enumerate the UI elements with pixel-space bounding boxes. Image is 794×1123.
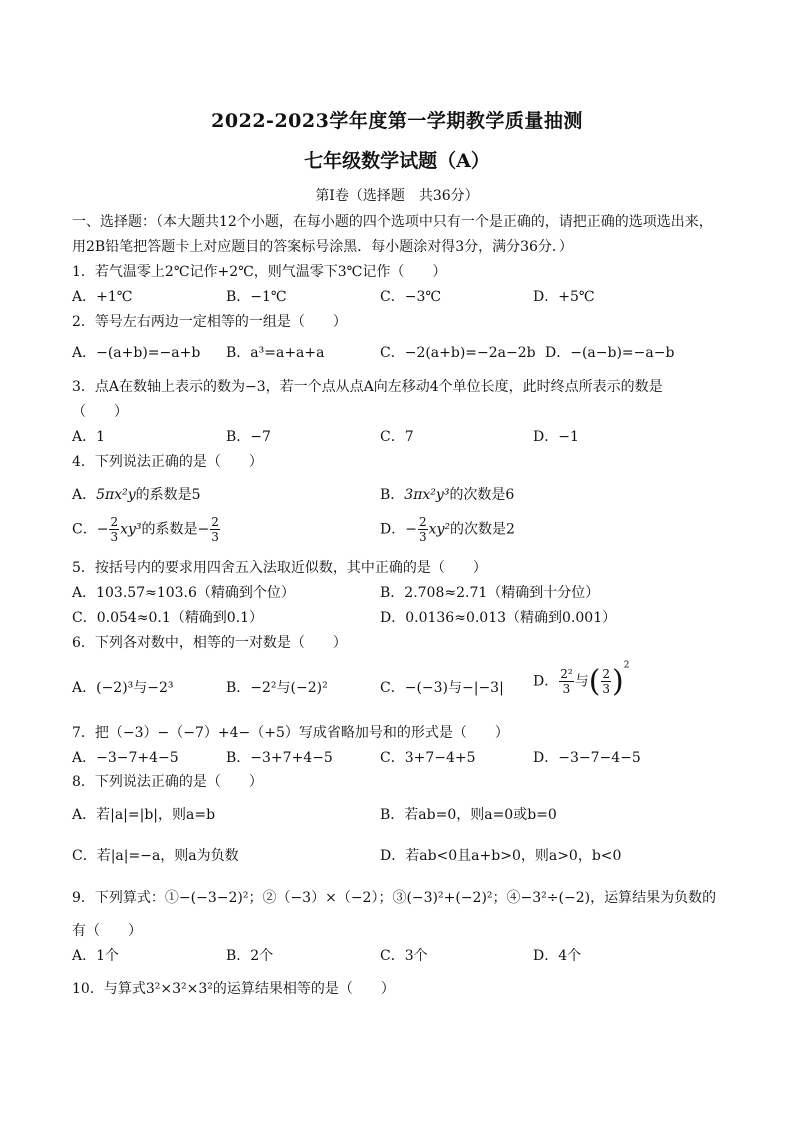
- question-3-stem: 3．点A在数轴上表示的数为−3，若一个点从点A向左移动4个单位长度，此时终点所表示的数是: [72, 379, 663, 395]
- question-3-option-a: A．1: [72, 429, 106, 445]
- option-letter: D．: [533, 673, 559, 690]
- question-5-option-d: D．0.0136≈0.013（精确到0.001）: [380, 610, 617, 626]
- fraction-numerator: 2²: [560, 667, 573, 681]
- exponent: 2: [623, 660, 630, 671]
- question-7-option-c: C．3+7−4+5: [380, 750, 476, 766]
- question-2-option-d: D．−(a−b)=−a−b: [545, 345, 675, 361]
- exam-subtitle: 七年级数学试题（A）: [304, 150, 490, 172]
- option-text: 的次数是6: [449, 487, 515, 503]
- question-8-option-d: D．若ab<0且a+b>0，则a>0，b<0: [380, 848, 622, 864]
- question-4-option-d: [380, 515, 515, 544]
- right-paren: ): [612, 664, 624, 699]
- question-9-option-b: B．2个: [226, 948, 274, 964]
- question-5-option-c: C．0.054≈0.1（精确到0.1）: [72, 610, 264, 626]
- question-1-option-d: D．+5℃: [533, 289, 595, 305]
- exam-title: 2022-2023学年度第一学期教学质量抽测: [211, 110, 583, 132]
- question-7-stem: 7．把（−3）−（−7）+4−（+5）写成省略加号和的形式是（ ）: [72, 725, 509, 741]
- question-3-stem-continued: （ ）: [72, 404, 128, 420]
- option-text: 的系数是−: [141, 521, 210, 538]
- section-heading: 第Ⅰ卷（选择题 共36分）: [315, 188, 479, 204]
- option-letter: B．: [380, 487, 405, 503]
- question-1-stem: 1．若气温零上2℃记作+2℃，则气温零下3℃记作（ ）: [72, 264, 447, 280]
- question-2-option-b: B．a³=a+a+a: [226, 345, 325, 361]
- math-expression: 5πx²y: [96, 487, 136, 503]
- fraction: [601, 667, 611, 696]
- fraction-denominator: 3: [562, 682, 571, 696]
- question-8-stem: 8．下列说法正确的是（ ）: [72, 774, 263, 790]
- question-8-option-b: B．若ab=0，则a=0或b=0: [380, 807, 557, 823]
- question-4-option-c: [72, 515, 221, 544]
- option-text: 与: [574, 673, 589, 690]
- question-9-stem-continued: 有（ ）: [72, 923, 142, 939]
- question-2-option-a: A．−(a+b)=−a+b: [72, 345, 201, 361]
- fraction-denominator: 3: [418, 530, 427, 544]
- question-2-option-c: C．−2(a+b)=−2a−2b: [380, 345, 536, 361]
- question-2-stem: 2．等号左右两边一定相等的一组是（ ）: [72, 314, 347, 330]
- question-7-option-a: A．−3−7+4−5: [72, 750, 179, 766]
- question-7-option-d: D．−3−7−4−5: [533, 750, 641, 766]
- question-1-option-c: C．−3℃: [380, 289, 442, 305]
- question-6-option-b: B．−2²与(−2)²: [226, 680, 328, 696]
- fraction: [418, 515, 428, 544]
- option-letter: C．−: [72, 521, 109, 538]
- instructions-line-2: 用2B铅笔把答题卡上对应题目的答案标号涂黑．每小题涂对得3分，满分36分．）: [72, 239, 573, 255]
- fraction-denominator: 3: [110, 530, 119, 544]
- math-expression: xy³: [120, 521, 142, 538]
- question-9-option-c: C．3个: [380, 948, 428, 964]
- question-1-option-a: A．+1℃: [72, 289, 133, 305]
- instructions-line-1: 一、选择题：（本大题共12个小题，在每小题的四个选项中只有一个是正确的，请把正确的选项选出来，: [72, 214, 713, 230]
- option-text: 的次数是2: [450, 521, 515, 538]
- question-6-stem: 6．下列各对数中，相等的一对数是（ ）: [72, 635, 347, 651]
- question-9-option-a: A．1个: [72, 948, 120, 964]
- math-expression: xy²: [428, 521, 451, 538]
- option-letter: D．−: [380, 521, 417, 538]
- fraction-denominator: 3: [211, 530, 219, 544]
- fraction-numerator: 2: [602, 667, 611, 681]
- question-10-stem: 10．与算式3²×3²×3²的运算结果相等的是（ ）: [72, 981, 395, 997]
- fraction-numerator: 2: [418, 515, 427, 529]
- question-6-option-a: A．(−2)³与−2³: [72, 680, 174, 696]
- question-7-option-b: B．−3+7+4−5: [226, 750, 333, 766]
- left-paren: (: [588, 664, 601, 699]
- question-9-stem: 9．下列算式：①−(−3−2)²；②（−3）×（−2）；③(−3)²+(−2)²；④−3²÷(−2)，运算结果为负数的: [72, 890, 717, 906]
- fraction: [559, 667, 573, 696]
- question-8-option-a: A．若|a|=|b|，则a=b: [72, 807, 216, 823]
- question-4-option-b: [380, 484, 514, 504]
- question-3-option-b: B．−7: [226, 429, 271, 445]
- question-5-stem: 5．按括号内的要求用四舍五入法取近似数，其中正确的是（ ）: [72, 560, 487, 576]
- option-letter: A．: [72, 487, 97, 503]
- question-4-option-a: [72, 484, 201, 504]
- math-expression: 3πx²y³: [404, 487, 450, 503]
- question-5-option-b: B．2.708≈2.71（精确到十分位）: [380, 585, 600, 601]
- fraction: [210, 515, 220, 544]
- question-5-option-a: A．103.57≈103.6（精确到个位）: [72, 585, 295, 601]
- fraction: [109, 515, 119, 544]
- question-9-option-d: D．4个: [533, 948, 582, 964]
- fraction-numerator: 2: [110, 515, 119, 529]
- question-3-option-d: D．−1: [533, 429, 579, 445]
- fraction-numerator: 2: [211, 515, 219, 529]
- question-1-option-b: B．−1℃: [226, 289, 287, 305]
- fraction-denominator: 3: [602, 682, 611, 696]
- question-4-stem: 4．下列说法正确的是（ ）: [72, 454, 263, 470]
- option-text: 的系数是5: [135, 487, 201, 503]
- question-6-option-d: [533, 660, 630, 699]
- question-6-option-c: C．−(−3)与−|−3|: [380, 680, 504, 696]
- question-8-option-c: C．若|a|=−a，则a为负数: [72, 848, 239, 864]
- question-3-option-c: C．7: [380, 429, 414, 445]
